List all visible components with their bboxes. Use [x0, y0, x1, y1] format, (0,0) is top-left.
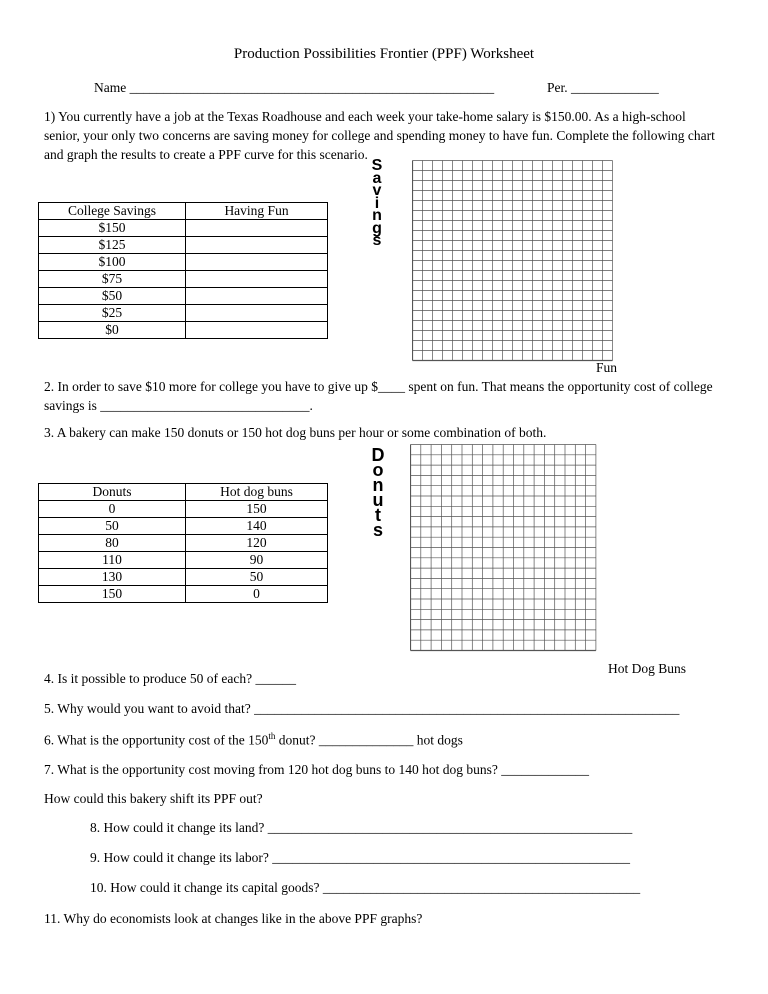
fun-input-cell[interactable] [186, 220, 328, 237]
column-header-having-fun: Having Fun [186, 203, 328, 220]
axis-letter: t [375, 505, 381, 525]
donuts-axis-label [368, 445, 388, 540]
buns-cell: 140 [186, 518, 328, 535]
axis-letter: v [372, 182, 382, 199]
axis-letter: a [372, 169, 382, 187]
table-row [39, 518, 328, 535]
donuts-cell: 110 [39, 552, 186, 569]
savings-axis-label [367, 157, 387, 249]
period-field[interactable]: Per. _____________ [547, 80, 659, 95]
buns-cell: 0 [186, 586, 328, 603]
fun-input-cell[interactable] [186, 305, 328, 322]
axis-letter: i [374, 194, 380, 212]
question-1-text: 1) You currently have a job at the Texas Roadhouse and each week your take-home salary is $150.00. As a high-school senior, your only two concerns are saving money for college and spending money to have fun. Complete the following chart and graph the results to create a PPF curve for this scenario. [44, 109, 715, 162]
donuts-cell: 80 [39, 535, 186, 552]
fun-input-cell[interactable] [186, 271, 328, 288]
question-4-text: 4. Is it possible to produce 50 of each? ______ [44, 671, 296, 686]
donuts-cell: 130 [39, 569, 186, 586]
worksheet-title: Production Possibilities Frontier (PPF) Worksheet [233, 46, 535, 62]
table-row [39, 254, 328, 271]
table-row [39, 237, 328, 254]
buns-cell: 150 [186, 501, 328, 518]
axis-letter: o [372, 460, 384, 480]
question-6-part: donut? ______________ hot dogs [275, 732, 463, 748]
hot-dog-buns-axis-label: Hot Dog Buns [608, 661, 687, 676]
question-6-part: 6. What is the opportunity cost of the 150 [44, 732, 269, 748]
savings-cell: $125 [39, 237, 186, 254]
table-row [39, 586, 328, 603]
donuts-cell: 50 [39, 518, 186, 535]
buns-cell: 90 [186, 552, 328, 569]
question-2-text: 2. In order to save $10 more for college you have to give up $____ spent on fun. That means the opportunity cost of college savings is _______________________________. [44, 379, 713, 413]
axis-letter: D [371, 445, 385, 465]
table-row [39, 271, 328, 288]
fun-input-cell[interactable] [186, 322, 328, 339]
shift-ppf-question: How could this bakery shift its PPF out? [44, 791, 263, 806]
donuts-buns-table [38, 483, 328, 603]
question-8-text: 8. How could it change its land? ______________________________________________________ [90, 820, 633, 835]
axis-letter: u [372, 490, 384, 510]
question-5-text: 5. Why would you want to avoid that? _______________________________________________________________ [44, 701, 680, 716]
table-row [39, 569, 328, 586]
savings-cell: $150 [39, 220, 186, 237]
question-9-text: 9. How could it change its labor? _____________________________________________________ [90, 850, 630, 865]
table-row [39, 322, 328, 339]
axis-letter: n [372, 207, 382, 224]
axis-letter: g [372, 219, 382, 237]
axis-letter: s [372, 232, 382, 249]
question-10-text: 10. How could it change its capital goods? _______________________________________________ [90, 880, 641, 895]
donuts-cell: 150 [39, 586, 186, 603]
axis-letter: n [372, 475, 384, 495]
savings-cell: $75 [39, 271, 186, 288]
question-11-text: 11. Why do economists look at changes like in the above PPF graphs? [44, 911, 423, 926]
question-6-text [44, 731, 463, 749]
savings-cell: $25 [39, 305, 186, 322]
column-header-donuts: Donuts [39, 484, 186, 501]
buns-cell: 120 [186, 535, 328, 552]
question-3-text: 3. A bakery can make 150 donuts or 150 hot dog buns per hour or some combination of both. [44, 425, 547, 440]
table-header-row [39, 484, 328, 501]
fun-input-cell[interactable] [186, 254, 328, 271]
table-row [39, 288, 328, 305]
savings-fun-graph-grid[interactable] [412, 160, 622, 362]
buns-cell: 50 [186, 569, 328, 586]
fun-axis-label: Fun [596, 360, 618, 375]
table-row [39, 305, 328, 322]
donuts-buns-graph-grid[interactable] [410, 444, 598, 656]
name-field[interactable]: Name ______________________________________________________ [94, 80, 495, 95]
table-header-row [39, 203, 328, 220]
axis-letter: s [372, 520, 383, 540]
savings-cell: $0 [39, 322, 186, 339]
fun-input-cell[interactable] [186, 237, 328, 254]
fun-input-cell[interactable] [186, 288, 328, 305]
savings-cell: $100 [39, 254, 186, 271]
table-row [39, 501, 328, 518]
question-7-text: 7. What is the opportunity cost moving from 120 hot dog buns to 140 hot dog buns? _____________ [44, 762, 589, 777]
table-row [39, 220, 328, 237]
savings-fun-table [38, 202, 328, 339]
column-header-hot-dog-buns: Hot dog buns [186, 484, 328, 501]
table-row [39, 535, 328, 552]
superscript-th: th [268, 731, 276, 741]
savings-cell: $50 [39, 288, 186, 305]
donuts-cell: 0 [39, 501, 186, 518]
table-row [39, 552, 328, 569]
axis-letter: S [371, 157, 383, 174]
column-header-college-savings: College Savings [39, 203, 186, 220]
